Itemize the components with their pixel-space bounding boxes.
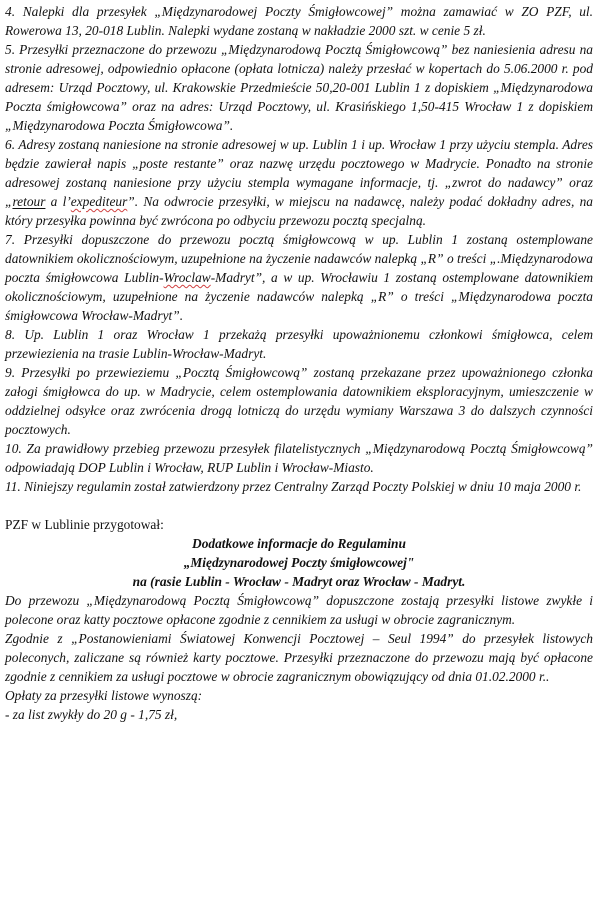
regulation-point-10: 10. Za prawidłowy przebieg przewozu przesyłek filatelistycznych „Międzynarodową Pocztą Śmigłowcową” odpowiadają DOP Lublin i Wrocław, RUP Lublin i Wrocław-Miasto.: [5, 441, 593, 475]
fees-intro: Opłaty za przesyłki listowe wynoszą:: [5, 688, 203, 703]
info-paragraph-1: Do przewozu „Międzynarodową Pocztą Śmigłowcową” dopuszczone zostają przesyłki listowe zwykłe i polecone oraz katty pocztowe opłacone zgodnie z cennikiem za usługi w obrocie zagranicznym.: [5, 593, 593, 627]
blank-line: [5, 496, 593, 515]
regulation-point-4: 4. Nalepki dla przesyłek „Międzynarodowej Poczty Śmigłowcowej” można zamawiać w ZO PZF, ul. Rowerowa 13, 20-018 Lublin. Nalepki wydane zostaną w nakładzie 2000 szt. w cenie 5 zł.: [5, 4, 593, 38]
regulation-point-7: [5, 230, 593, 325]
regulation-point-5: 5. Przesyłki przeznaczone do przewozu „Międzynarodową Pocztą Śmigłowcową” bez naniesienia adresu na stronie adresowej, odpowiednio opłacone (opłata lotnicza) należy przesłać w kopertach do 5.06.2000 r. pod adresem: Urząd Pocztowy, ul. Krakowskie Przedmieście 50,20-001 Lublin 1 z dopiskiem „Międzynarodowa Poczta śmigłowcowa” oraz na adres: Urząd Pocztowy, ul. Krasińskiego 1,50-415 Wrocław 1 z dopiskiem „Międzynarodowa Poczta Śmigłowcowa”.: [5, 42, 593, 133]
regulation-point-6-start: 6. Adresy zostaną naniesione na stronie adresowej w up. Lublin 1 i up. Wrocław 1 przy użyciu stempla. Adres będzie zawierał napis „poste restante” oraz nazwę urzędu pocztowego w Madrycie. Ponadto na stronie adresowej zostaną naniesione przy użyciu stempla wymagane informacje, tj. „zwrot do nadawcy” oraz „: [5, 137, 593, 209]
expediteur-word: expediteur: [70, 194, 128, 209]
info-heading-line-2: „Międzynarodowej Poczty śmigłowcowej": [183, 555, 415, 570]
regulation-point-9: 9. Przesyłki po przewieziemu „Pocztą Śmigłowcową” zostaną przekazane przez upoważnionego członka załogi śmigłowca do up. w Madrycie, celem ostemplowania datownikiem eksploracyjnym, umieszczenie w oddzielnej odsyłce oraz zwrócenia drogą lotniczą do urzędu wymiany Warszawa 3 do dalszych czynności pocztowych.: [5, 365, 593, 437]
regulation-point-6-end: ”. Na odwrocie przesyłki, w miejscu na nadawcę, należy podać dokładny adres, na który przesyłka powinna być zwrócona po odbyciu przewozu pocztą specjalną.: [5, 194, 593, 228]
regulation-point-11: 11. Niniejszy regulamin został zatwierdzony przez Centralny Zarząd Poczty Polskiej w dniu 10 maja 2000 r.: [5, 479, 582, 494]
prepared-by: PZF w Lublinie przygotował:: [5, 517, 164, 532]
wroclaw-word: Wroclaw: [163, 270, 211, 285]
regulation-point-6: [5, 135, 593, 230]
fee-item: - za list zwykły do 20 g - 1,75 zł,: [5, 707, 178, 722]
info-paragraph-2: Zgodnie z „Postanowieniami Światowej Konwencji Pocztowej – Seul 1994” do przesyłek listowych poleconych, zaliczane są również karty pocztowe. Przesyłki przeznaczone do przewozu mają być opłacone zgodnie z cennikiem za usługi pocztowe w obrocie zagranicznym obowiązujący od dnia 01.02.2000 r..: [5, 631, 593, 684]
retour-word: retour: [12, 194, 46, 209]
info-heading-line-3: na (rasie Lublin - Wrocław - Madryt oraz Wrocław - Madryt.: [132, 574, 466, 589]
regulation-point-6-mid: a l’: [45, 194, 71, 209]
regulation-point-8: 8. Up. Lublin 1 oraz Wrocław 1 przekażą przesyłki upoważnionemu członkowi śmigłowca, celem przewiezienia na trasie Lublin-Wrocław-Madryt.: [5, 327, 593, 361]
regulation-point-7-end: -Madryt”, a w up. Wrocławiu 1 zostaną ostemplowane datownikiem okolicznościowym, uzupełnione na życzenie nadawców nalepką „R” o treści „Międzynarodowa poczta śmigłowcowa Wrocław-Madryt”.: [5, 270, 593, 323]
regulation-point-7-start: 7. Przesyłki dopuszczone do przewozu pocztą śmigłowcową w up. Lublin 1 zostaną ostemplowane datownikiem okolicznościowym, uzupełnione na życzenie nadawców nalepką „R” o treści „.Międzynarodowa poczta śmigłowcowa Lublin-: [5, 232, 593, 285]
info-heading-line-1: Dodatkowe informacje do Regulaminu: [192, 536, 406, 551]
document-page: [5, 2, 593, 724]
